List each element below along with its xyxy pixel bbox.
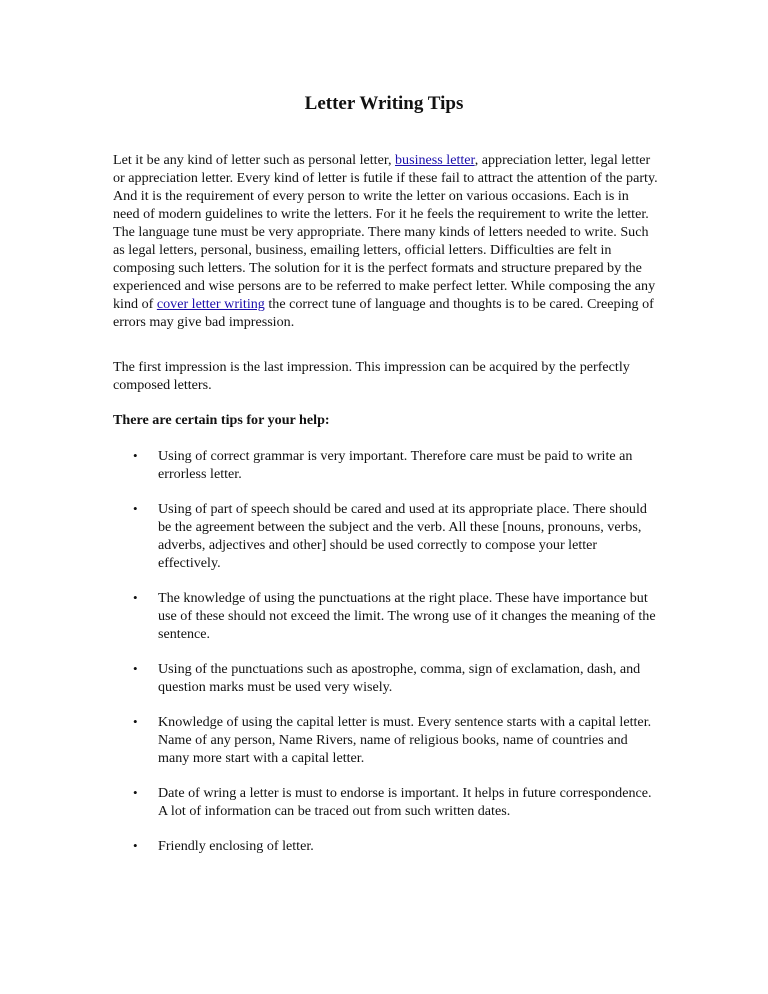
list-item <box>113 713 658 767</box>
intro-paragraph <box>113 151 658 331</box>
bullet-icon: • <box>133 448 138 463</box>
tip-text: Using of the punctuations such as apostrophe, comma, sign of exclamation, dash, and question marks must be used very wisely. <box>158 661 641 695</box>
bullet-icon: • <box>133 785 138 800</box>
bullet-icon: • <box>133 590 138 605</box>
business-letter-link[interactable]: business letter <box>395 152 475 168</box>
tip-text: Using of correct grammar is very important. Therefore care must be paid to write an errorless letter. <box>158 448 633 482</box>
impression-paragraph: The first impression is the last impression. This impression can be acquired by the perfectly composed letters. <box>113 359 630 393</box>
tips-list <box>113 447 658 872</box>
bullet-icon: • <box>133 838 138 853</box>
page-title: Letter Writing Tips <box>304 93 464 114</box>
intro-text-part-1: Let it be any kind of letter such as personal letter, <box>113 152 395 168</box>
bullet-icon: • <box>133 501 138 516</box>
tip-text: Using of part of speech should be cared and used at its appropriate place. There should be the agreement between the subject and the verb. All these [nouns, pronouns, verbs, adverbs, adjectives and other] should be used correctly to compose your letter effectively. <box>158 501 647 571</box>
intro-text-part-3: the correct tune of language and thoughts is to be cared. Creeping of errors may give bad impression. <box>113 296 654 330</box>
bullet-icon: • <box>133 714 138 729</box>
list-item <box>113 784 658 820</box>
list-item <box>113 589 658 643</box>
list-item <box>113 660 658 696</box>
cover-letter-writing-link[interactable]: cover letter writing <box>156 296 265 312</box>
tip-text: Date of wring a letter is must to endorse is important. It helps in future correspondence. A lot of information can be traced out from such written dates. <box>158 785 652 819</box>
tip-text: Knowledge of using the capital letter is must. Every sentence starts with a capital letter. Name of any person, Name Rivers, name of religious books, name of countries and many more start with a capital letter. <box>158 714 652 766</box>
bullet-icon: • <box>133 661 138 676</box>
list-item <box>113 837 658 855</box>
intro-text-part-2: , appreciation letter, legal letter or appreciation letter. Every kind of letter is futile if these fail to attract the attention of the party. And it is the requirement of every person to write the letter on various occasions. Each is in need of modern guidelines to write the letters. For it he feels the requirement to write the letter. The language tune must be very appropriate. There many kinds of letters needed to write. Such as legal letters, personal, business, emailing letters, official letters. Difficulties are felt in composing such letters. The solution for it is the perfect formats and structure prepared by the experienced and wise persons are to be referred to make perfect letter. While composing the any kind of <box>113 152 658 312</box>
tip-text: The knowledge of using the punctuations at the right place. These have importance but use of these should not exceed the limit. The wrong use of it changes the meaning of the sentence. <box>158 590 656 642</box>
tip-text: Friendly enclosing of letter. <box>158 838 314 854</box>
tips-heading: There are certain tips for your help: <box>113 412 330 428</box>
list-item <box>113 447 658 483</box>
list-item <box>113 500 658 572</box>
